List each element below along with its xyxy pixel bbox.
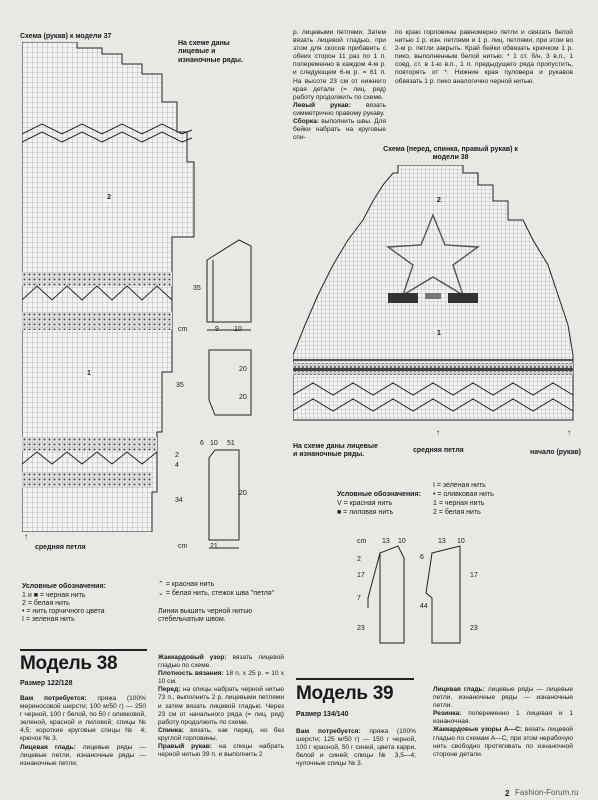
- text-column-top-left: р. лицевыми петлями. Затем вязать лицевой гладью, при этом для скосов прибавить с обеих сторон 11 раз по 1 п. попеременно в каждом 4-м р. и следующем 6-м р. = 61 п. На высоте 23 см от нижнего края детали (= лиц. ряд) работу продолжить по схеме. Левый рукав: вязать симметрично правому рукаву. Сборка: выполнить швы. Для бейки набрать на круговые спи-: [293, 29, 386, 142]
- right-chart-start-label: начало (рукав): [530, 449, 581, 456]
- dim-cm-1: cm: [178, 326, 188, 333]
- left-chart-label-1: 1: [87, 370, 91, 377]
- s39-10a: 10: [398, 538, 406, 545]
- dim-21: 21: [210, 543, 218, 550]
- right-chart-label-1: 1: [437, 330, 441, 337]
- dim-cm-2: cm: [178, 543, 188, 550]
- chevron-down-icon: ⌄: [158, 590, 164, 597]
- s39-13b: 13: [438, 538, 446, 545]
- legend-38-title: Условные обозначения:: [337, 491, 421, 498]
- legend-37-right-3: Линии вышить черной нитью стебельчатым швом.: [158, 608, 253, 624]
- right-chart-title: Схема (перед, спинка, правый рукав) к модели 38: [383, 146, 518, 162]
- text-column-right: Лицевая гладь: лицевые ряды — лицевые петли, изнаночные ряды — изнаночные петли. Резинка: попеременно 1 лицевая и 1 изнаночная. Жаккардовые узоры А—С: вязать лицевой гладью по схемам А—С, при этом нерабочую нить свободно протягивать по изнаночной стороне детали.: [433, 686, 573, 758]
- legend-37-item-4: I = зеленая нить: [22, 616, 75, 623]
- s39-44: 44: [420, 603, 428, 610]
- dim-10b: 10: [210, 440, 218, 447]
- legend-37-item-1: 1 и ■ = черная нить: [22, 592, 86, 599]
- legend-38-item-2: ■ = лиловая нить: [337, 509, 394, 516]
- s39-6: 6: [420, 554, 424, 561]
- dim-35a: 35: [193, 285, 201, 292]
- text-column-top-right: по краю горловины равномерно петли и связать белой нитью 1 р. изн. петлями и 1 р. лиц. петлями, при этом во 2-м р. петли закрыть. Край бейки обвязать крючком 1 р. пико, выполненным белой нитью: * 1 ст. б/н, 3 в.п., 1 соед. ст. в 1-ю в.п., 1 п. предыдущего ряда пропустить, повторять от *. Нижние края пуловера и рукавов обвязать 1 р. пико аналогично черной нитью.: [395, 29, 573, 85]
- s39-10b: 10: [457, 538, 465, 545]
- legend-37-item-3: • = нить горчичного цвета: [22, 608, 105, 615]
- s39-23a: 23: [357, 625, 365, 632]
- legend-38-right-2: • = оливковая нить: [433, 491, 494, 498]
- dim-10: 10: [234, 326, 242, 333]
- right-chart-label-2: 2: [437, 197, 441, 204]
- s39-17a: 17: [357, 572, 365, 579]
- model-38-rule: [20, 649, 147, 651]
- model-39-rule: [296, 678, 414, 680]
- right-chart-grid: [293, 165, 578, 425]
- caret-up-icon: ⌃: [158, 581, 164, 588]
- left-chart-title: Схема (рукав) к модели 37: [20, 33, 112, 40]
- dim-34: 34: [175, 497, 183, 504]
- dim-20a: 20: [239, 366, 247, 373]
- right-chart-mid-label: средняя петля: [413, 447, 464, 454]
- legend-37-right-1: ⌃ = красная нить: [158, 581, 215, 588]
- legend-38-right-4: 2 = белая нить: [433, 509, 481, 516]
- dim-51: 51: [227, 440, 235, 447]
- mid-loop-arrow: ↑: [24, 532, 28, 541]
- legend-37-title: Условные обозначения:: [22, 583, 106, 590]
- s39-23b: 23: [470, 625, 478, 632]
- left-chart-note: На схеме даны лицевые и изнаночные ряды.: [178, 40, 243, 64]
- legend-37-item-2: 2 = белая нить: [22, 600, 70, 607]
- text-column-mid: Жаккардовый узор: вязать лицевой гладью по схеме. Плотность вязания: 18 п. х 25 р. = 10 х 10 см. Перед: на спицы набрать черной нитью 73 п., выполнить 2 р. лицевыми петлями и затем вязать лицевой гладью. Через 23 см от начального ряда (= лиц. ряд) работу продолжить по схеме. Спинка: вязать, как перед, но без круглой горловины. Правый рукав: на спицы набрать черной нитью 39 п. и выполнить 2: [158, 654, 284, 759]
- legend-38-right-1: I = зеленая нить: [433, 482, 486, 489]
- dim-20b: 20: [239, 394, 247, 401]
- model-39-size: Размер 134/140: [296, 711, 349, 718]
- legend-37-right-2: ⌄ = белая нить, стежок шва "петля": [158, 590, 275, 597]
- dim-6: 6: [200, 440, 204, 447]
- model-39-text: Вам потребуется: пряжа (100% шерсти; 125 м/50 г) — 150 г черной, 100 г красной, 50 г синей, цвета карри, белой и синей; спицы № 3,5—4; чулочные спицы № 3.: [296, 728, 416, 768]
- dim-4: 4: [175, 462, 179, 469]
- s39-cm: cm: [357, 538, 367, 545]
- model-38-text: Вам потребуется: пряжа (100% мериносовой шерсти; 100 м/50 г) — 250 г черной, 100 г белой, по 50 г оливковой, зеленой, красной и лиловой; спицы № 4,5; короткие круговые спицы № 4; крючок № 3. Лицевая гладь: лицевые ряды — лицевые петли, изнаночные ряды — изнаночные петли.: [20, 695, 146, 767]
- left-chart-mid-label: средняя петля: [35, 544, 86, 551]
- left-chart-label-2: 2: [107, 194, 111, 201]
- dim-2: 2: [175, 452, 179, 459]
- left-chart-grid: [22, 42, 197, 532]
- dim-20c: 20: [239, 490, 247, 497]
- start-arrow: ↑: [567, 428, 571, 437]
- s39-7: 7: [357, 595, 361, 602]
- mid-loop-arrow-right: ↑: [436, 428, 440, 437]
- model-38-title: Модель 38: [20, 653, 118, 674]
- legend-38-right-3: 1 = черная нить: [433, 500, 485, 507]
- model-38-size: Размер 122/128: [20, 680, 73, 687]
- page-number: 2: [505, 789, 510, 798]
- s39-17b: 17: [470, 572, 478, 579]
- legend-38-item-1: V = красная нить: [337, 500, 393, 507]
- dim-9: 9: [215, 326, 219, 333]
- dim-35b: 35: [176, 382, 184, 389]
- s39-13a: 13: [382, 538, 390, 545]
- site-watermark: Fashion-Forum.ru: [515, 788, 579, 797]
- right-chart-note: На схеме даны лицевые и изнаночные ряды.: [293, 443, 378, 459]
- s39-2: 2: [357, 556, 361, 563]
- model-39-title: Модель 39: [296, 683, 394, 704]
